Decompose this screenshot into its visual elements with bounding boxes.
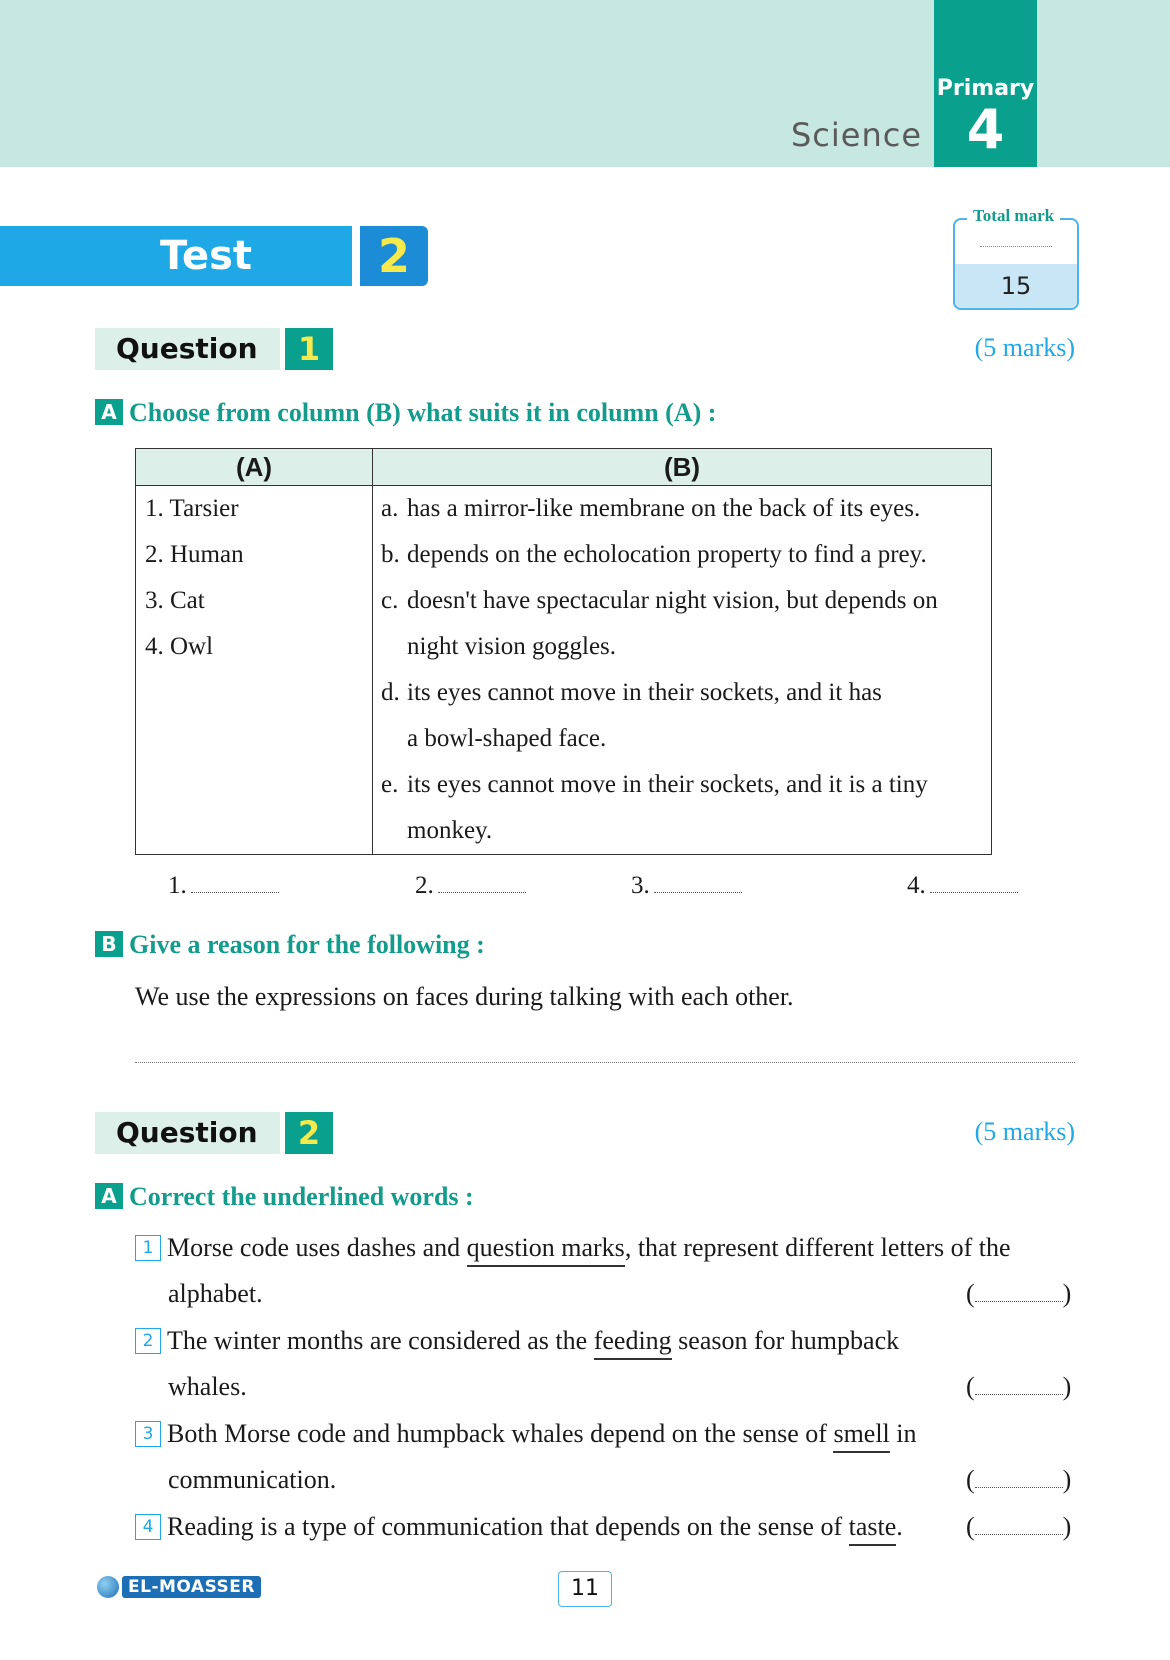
answer-line[interactable] (135, 1062, 1075, 1063)
item-letter: a. (381, 495, 399, 522)
item-text: depends on the echolocation property to find a prey. (407, 541, 927, 568)
item-text: its eyes cannot move in their sockets, and it has (407, 679, 882, 706)
correction-item: 3 Both Morse code and humpback whales depend on the sense of smell in (135, 1419, 917, 1449)
column-a-item: 1. Tarsier (145, 495, 239, 522)
item-number: 1 (135, 1235, 161, 1261)
column-b-item (373, 532, 991, 578)
correction-answer-blank[interactable]: ( ) (966, 1372, 1072, 1401)
q1-section-b-heading (95, 930, 485, 960)
question-1-header (95, 328, 335, 370)
underlined-word: question marks (467, 1233, 625, 1267)
question-label: Question (95, 328, 280, 370)
column-b-header: (B) (373, 449, 992, 486)
item-text-continued: a bowl-shaped face. (407, 725, 607, 752)
q2-section-a-heading (95, 1182, 474, 1212)
item-text-continued: night vision goggles. (407, 633, 617, 660)
item-text: has a mirror-like membrane on the back of its eyes. (407, 495, 921, 522)
item-text-continued: monkey. (407, 817, 493, 844)
item-text: doesn't have spectacular night vision, but depends on (407, 587, 938, 614)
item-number: 2 (135, 1328, 161, 1354)
column-a-item: 2. Human (145, 541, 244, 568)
item-text: its eyes cannot move in their sockets, and it is a tiny (407, 771, 928, 798)
item-letter: b. (381, 541, 400, 568)
item-letter: c. (381, 587, 399, 614)
column-b (373, 486, 992, 855)
question-2-marks: (5 marks) (974, 1117, 1075, 1146)
correction-item-continued: communication. (168, 1465, 337, 1494)
underlined-word: feeding (594, 1326, 672, 1360)
column-b-item (373, 762, 991, 854)
section-letter: B (95, 931, 123, 957)
item-letter: e. (381, 771, 399, 798)
page-number: 11 (558, 1571, 612, 1607)
total-mark-value: 15 (955, 264, 1077, 308)
answer-slot[interactable]: 2. (415, 872, 526, 900)
correction-item-continued: alphabet. (168, 1279, 263, 1308)
column-a-header: (A) (136, 449, 373, 486)
item-number: 3 (135, 1421, 161, 1447)
matching-answers (0, 872, 1170, 902)
q1-section-a-heading (95, 398, 716, 428)
answer-slot[interactable]: 4. (907, 872, 1018, 900)
test-number: 2 (360, 226, 428, 286)
correction-answer-blank[interactable]: ( ) (966, 1465, 1072, 1494)
logo-text: EL-MOASSER (122, 1576, 261, 1598)
item-letter: d. (381, 679, 400, 706)
column-a-item: 3. Cat (145, 587, 205, 614)
column-a (136, 486, 373, 855)
grade-number: 4 (966, 98, 1005, 161)
correction-item-continued: whales. (168, 1372, 247, 1401)
column-b-item (373, 578, 991, 670)
question-label: Question (95, 1112, 280, 1154)
item-number: 4 (135, 1514, 161, 1540)
test-title-bar (0, 226, 352, 286)
total-mark-blank[interactable] (980, 246, 1052, 247)
column-b-item (373, 486, 991, 532)
column-b-item (373, 670, 991, 762)
correction-answer-blank[interactable]: ( ) (966, 1512, 1072, 1541)
answer-slot[interactable]: 1. (168, 872, 279, 900)
section-instruction: Choose from column (B) what suits it in column (A) : (129, 398, 717, 427)
section-letter: A (95, 399, 123, 425)
correction-item: 1 Morse code uses dashes and question marks, that represent different letters of the (135, 1233, 1011, 1263)
section-instruction: Give a reason for the following : (129, 930, 485, 959)
column-a-item: 4. Owl (145, 633, 214, 660)
underlined-word: taste (849, 1512, 897, 1546)
publisher-logo (97, 1576, 261, 1600)
matching-table (135, 448, 992, 855)
underlined-word: smell (833, 1419, 889, 1453)
correction-item: 2 The winter months are considered as the feeding season for humpback (135, 1326, 899, 1356)
reason-statement: We use the expressions on faces during talking with each other. (135, 982, 794, 1011)
grade-badge (934, 0, 1037, 167)
correction-item: 4 Reading is a type of communication that depends on the sense of taste. (135, 1512, 903, 1542)
section-letter: A (95, 1183, 123, 1209)
total-mark-box (953, 206, 1079, 310)
subject-title: Science (790, 116, 922, 154)
correction-answer-blank[interactable]: ( ) (966, 1279, 1072, 1308)
section-instruction: Correct the underlined words : (129, 1182, 474, 1211)
total-mark-title: Total mark (967, 206, 1060, 226)
question-number: 2 (285, 1112, 333, 1154)
grade-label: Primary (936, 76, 1035, 101)
question-number: 1 (285, 328, 333, 370)
question-2-header (95, 1112, 335, 1154)
globe-icon (97, 1576, 119, 1598)
answer-slot[interactable]: 3. (631, 872, 742, 900)
question-1-marks: (5 marks) (974, 333, 1075, 362)
test-title: Test (159, 233, 253, 279)
